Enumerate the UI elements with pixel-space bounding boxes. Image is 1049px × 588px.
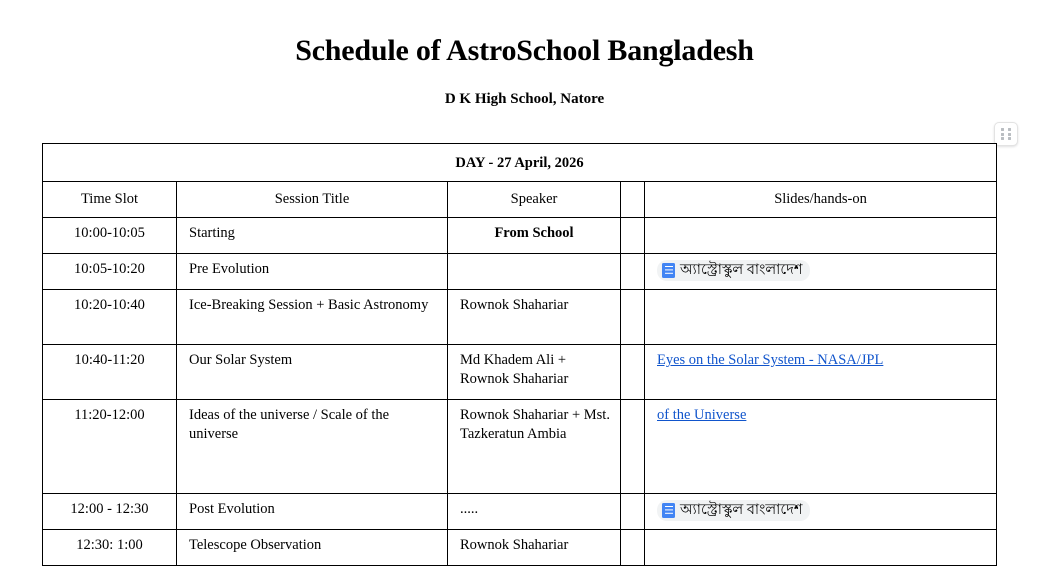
- cell-slides: [645, 400, 997, 494]
- cell-time-slot-text: 12:00 - 12:30: [70, 501, 149, 517]
- cell-slides-content: [645, 400, 996, 493]
- cell-session-title: [177, 530, 448, 566]
- smart-chip-label: অ্যাস্ট্রোস্কুল বাংলাদেশ: [680, 502, 803, 518]
- day-header-cell: [43, 144, 997, 182]
- smart-chip-document[interactable]: [657, 500, 810, 521]
- page-subtitle: D K High School, Natore: [444, 91, 605, 107]
- cell-time-slot: [43, 530, 177, 566]
- cell-speaker: [448, 254, 621, 290]
- cell-time-slot-text: 10:00-10:05: [74, 225, 145, 241]
- cell-spacer-text: [621, 494, 644, 529]
- cell-speaker: [448, 345, 621, 400]
- cell-session-title-text: Ice-Breaking Session + Basic Astronomy: [189, 297, 429, 313]
- cell-spacer: [621, 254, 645, 290]
- cell-time-slot: [43, 290, 177, 345]
- cell-time-slot: [43, 345, 177, 400]
- cell-spacer: [621, 218, 645, 254]
- cell-slides-content: [645, 290, 996, 344]
- cell-slides-content: [645, 218, 996, 253]
- cell-session-title-text: Pre Evolution: [189, 261, 270, 277]
- cell-spacer-text: [621, 345, 644, 399]
- table-row: [43, 218, 997, 254]
- cell-session-title-text: Post Evolution: [189, 501, 275, 517]
- table-row: [43, 494, 997, 530]
- smart-chip-label: অ্যাস্ট্রোস্কুল বাংলাদেশ: [680, 262, 803, 278]
- cell-speaker-text: Rownok Shahariar: [460, 297, 569, 313]
- column-header-speaker: Speaker: [448, 182, 621, 218]
- cell-time-slot: [43, 494, 177, 530]
- cell-slides: [645, 254, 997, 290]
- cell-speaker-text: Rownok Shahariar + Mst. Tazkeratun Ambia: [460, 407, 610, 442]
- cell-slides-content: [645, 254, 996, 289]
- cell-spacer-text: [621, 290, 644, 344]
- cell-time-slot-text: 11:20-12:00: [74, 407, 145, 423]
- cell-time-slot-text: 10:40-11:20: [74, 352, 145, 368]
- table-row: [43, 290, 997, 345]
- column-header-spacer: [621, 182, 645, 218]
- cell-session-title-text: Ideas of the universe / Scale of the universe: [189, 407, 390, 442]
- cell-time-slot: [43, 254, 177, 290]
- column-header-session-title: Session Title: [177, 182, 448, 218]
- schedule-table-container: [42, 143, 996, 566]
- cell-speaker: [448, 218, 621, 254]
- cell-time-slot-text: 10:20-10:40: [74, 297, 145, 313]
- column-header-time-slot: Time Slot: [43, 182, 177, 218]
- google-docs-icon: [662, 503, 675, 518]
- cell-time-slot: [43, 218, 177, 254]
- cell-slides: [645, 290, 997, 345]
- cell-session-title-text: Starting: [189, 225, 235, 241]
- table-row: [43, 345, 997, 400]
- grip-dots: [1001, 128, 1011, 140]
- cell-spacer-text: [621, 400, 644, 493]
- cell-session-title: [177, 218, 448, 254]
- day-header-text: DAY - 27 April, 2026: [455, 155, 584, 171]
- cell-session-title: [177, 290, 448, 345]
- table-row: [43, 400, 997, 494]
- cell-speaker: [448, 290, 621, 345]
- cell-session-title: [177, 254, 448, 290]
- cell-slides-content: [645, 345, 996, 399]
- table-row: [43, 530, 997, 566]
- page-title: Schedule of AstroSchool Bangladesh: [295, 34, 754, 67]
- table-drag-handle-icon[interactable]: [994, 122, 1018, 146]
- table-row-column-headers: [43, 182, 997, 218]
- cell-spacer: [621, 290, 645, 345]
- cell-spacer: [621, 530, 645, 566]
- cell-slides: [645, 494, 997, 530]
- cell-speaker: [448, 494, 621, 530]
- cell-spacer-text: [621, 254, 644, 289]
- cell-spacer: [621, 345, 645, 400]
- slides-hyperlink[interactable]: of the Universe: [657, 407, 747, 423]
- cell-session-title: [177, 345, 448, 400]
- table-row: [43, 254, 997, 290]
- cell-spacer: [621, 400, 645, 494]
- cell-slides: [645, 218, 997, 254]
- cell-spacer: [621, 494, 645, 530]
- cell-session-title: [177, 494, 448, 530]
- cell-session-title-text: Our Solar System: [189, 352, 293, 368]
- google-docs-icon: [662, 263, 675, 278]
- cell-speaker-text: Md Khadem Ali + Rownok Shahariar: [460, 352, 569, 387]
- cell-session-title-text: Telescope Observation: [189, 537, 322, 553]
- cell-slides: [645, 530, 997, 566]
- slides-hyperlink[interactable]: Eyes on the Solar System - NASA/JPL: [657, 352, 884, 368]
- cell-session-title: [177, 400, 448, 494]
- cell-slides-content: [645, 494, 996, 529]
- cell-time-slot-text: 10:05-10:20: [74, 261, 145, 277]
- cell-slides-content: [645, 530, 996, 565]
- cell-speaker-text: .....: [460, 501, 479, 517]
- cell-time-slot: [43, 400, 177, 494]
- column-header-slides: Slides/hands-on: [645, 182, 997, 218]
- table-row-day-header: [43, 144, 997, 182]
- cell-spacer-text: [621, 218, 644, 253]
- schedule-table: [42, 143, 997, 566]
- cell-spacer-text: [621, 530, 644, 565]
- cell-speaker-text: Rownok Shahariar: [460, 537, 569, 553]
- smart-chip-document[interactable]: [657, 260, 810, 281]
- cell-time-slot-text: 12:30: 1:00: [76, 537, 143, 553]
- cell-speaker-text: From School: [494, 225, 574, 241]
- cell-speaker: [448, 530, 621, 566]
- cell-slides: [645, 345, 997, 400]
- schedule-table-body: [43, 144, 997, 566]
- cell-speaker-text: [448, 254, 620, 289]
- cell-speaker: [448, 400, 621, 494]
